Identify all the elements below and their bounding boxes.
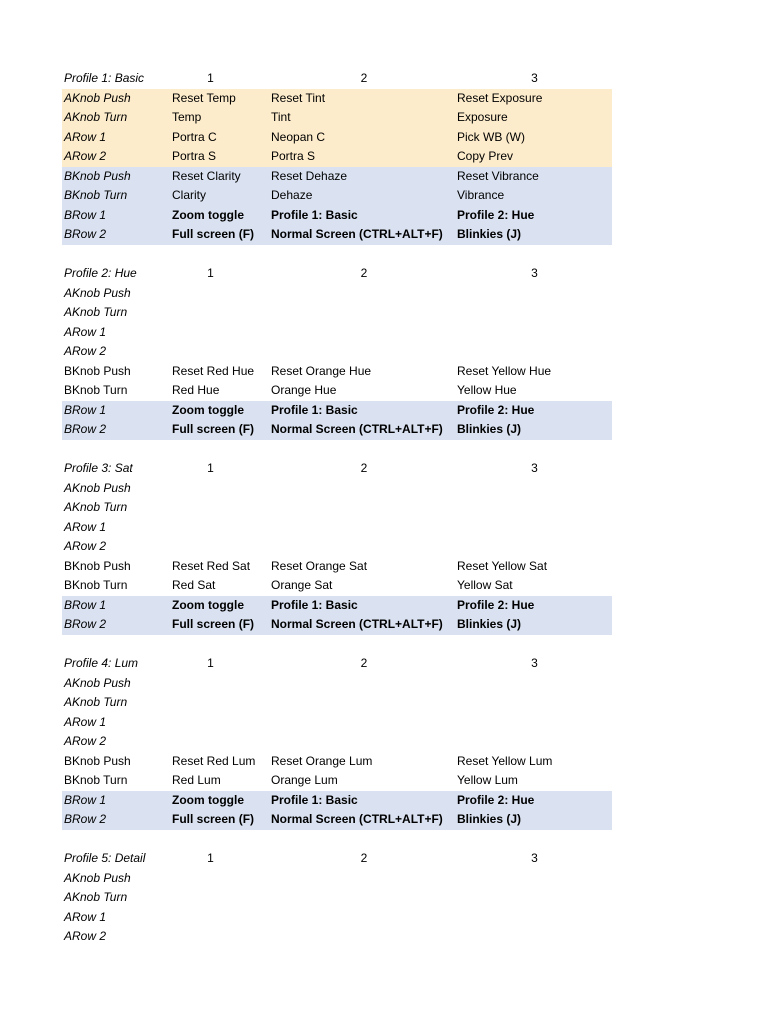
row-label[interactable]: BKnob Turn [64, 188, 128, 202]
cell[interactable]: Profile 2: Hue [457, 402, 535, 417]
row-label[interactable]: AKnob Turn [64, 695, 128, 709]
cell[interactable]: Zoom toggle [172, 792, 244, 807]
row-label[interactable]: AKnob Push [64, 480, 131, 495]
row-label[interactable]: ARow 2 [64, 929, 107, 943]
cell[interactable] [172, 323, 271, 343]
profile-block-basic [62, 69, 612, 245]
cell[interactable] [457, 713, 612, 733]
cell[interactable] [271, 284, 457, 304]
cell[interactable] [457, 732, 612, 752]
cell[interactable] [271, 693, 457, 713]
table-row [62, 167, 612, 187]
table-row [62, 869, 612, 889]
cell[interactable] [172, 342, 271, 362]
table-row [62, 518, 612, 538]
row-label[interactable]: AKnob Push [64, 675, 131, 690]
table-row [62, 615, 612, 635]
row-label[interactable]: AKnob Turn [64, 500, 128, 514]
cell[interactable]: Blinkies (J) [457, 812, 522, 826]
row-label[interactable]: ARow 2 [64, 734, 107, 748]
cell[interactable] [271, 869, 457, 889]
row-label[interactable]: ARow 1 [64, 324, 107, 339]
table-row [62, 420, 612, 440]
cell[interactable] [457, 674, 612, 694]
column-header-3[interactable]: 3 [531, 461, 538, 475]
cell[interactable]: Vibrance [457, 188, 505, 202]
cell[interactable] [457, 303, 612, 323]
cell[interactable]: Profile 2: Hue [457, 207, 535, 222]
row-label[interactable]: BRow 2 [64, 422, 107, 436]
cell[interactable] [457, 693, 612, 713]
row-label[interactable]: AKnob Turn [64, 890, 128, 904]
cell[interactable]: Full screen (F) [172, 617, 255, 631]
table-row [62, 693, 612, 713]
cell[interactable] [172, 693, 271, 713]
cell[interactable] [271, 908, 457, 928]
cell[interactable]: Full screen (F) [172, 422, 255, 436]
cell[interactable]: Profile 1: Basic [271, 597, 358, 612]
cell[interactable] [457, 518, 612, 538]
cell[interactable]: Profile 2: Hue [457, 597, 535, 612]
profile-block-hue [62, 264, 612, 440]
row-label[interactable]: BRow 1 [64, 597, 107, 612]
table-row [62, 186, 612, 206]
row-label[interactable]: ARow 2 [64, 344, 107, 358]
row-label[interactable]: BKnob Push [64, 363, 131, 378]
cell[interactable]: Reset Orange Hue [271, 363, 372, 378]
cell[interactable]: Portra S [172, 149, 217, 163]
cell[interactable]: Reset Yellow Sat [457, 558, 548, 573]
row-label[interactable]: BRow 1 [64, 402, 107, 417]
cell[interactable]: Reset Tint [271, 90, 326, 105]
table-row [62, 498, 612, 518]
table-row [62, 225, 612, 245]
column-header-2[interactable]: 2 [360, 461, 368, 475]
cell[interactable]: Full screen (F) [172, 227, 255, 241]
row-label[interactable]: BKnob Turn [64, 773, 128, 787]
cell[interactable]: Yellow Sat [457, 578, 513, 592]
profile-block-lum [62, 654, 612, 830]
cell[interactable] [172, 674, 271, 694]
table-row [62, 362, 612, 382]
row-label[interactable]: BRow 2 [64, 812, 107, 826]
table-row [62, 596, 612, 616]
cell[interactable] [271, 674, 457, 694]
cell[interactable]: Reset Orange Sat [271, 558, 368, 573]
cell[interactable]: Normal Screen (CTRL+ALT+F) [271, 227, 443, 241]
cell[interactable]: Reset Dehaze [271, 168, 348, 183]
column-header-2[interactable]: 2 [360, 656, 368, 670]
cell[interactable]: Reset Yellow Lum [457, 753, 553, 768]
column-header-2[interactable]: 2 [360, 266, 368, 280]
cell[interactable] [271, 927, 457, 947]
cell[interactable]: Yellow Hue [457, 383, 517, 397]
cell[interactable] [172, 284, 271, 304]
cell[interactable]: Orange Lum [271, 773, 338, 787]
cell[interactable]: Orange Hue [271, 383, 337, 397]
table-row [62, 908, 612, 928]
table-row [62, 674, 612, 694]
column-header-1[interactable]: 1 [207, 461, 214, 475]
cell[interactable]: Blinkies (J) [457, 617, 522, 631]
table-row [62, 576, 612, 596]
row-label[interactable]: ARow 1 [64, 129, 107, 144]
cell[interactable]: Reset Vibrance [457, 168, 539, 183]
profile-block-sat [62, 459, 612, 635]
column-header-3[interactable]: 3 [531, 71, 538, 85]
table-row [62, 927, 612, 947]
cell[interactable]: Portra S [271, 149, 316, 163]
row-label[interactable]: ARow 2 [64, 149, 107, 163]
table-row [62, 557, 612, 577]
cell[interactable]: Reset Red Sat [172, 558, 251, 573]
column-header-2[interactable]: 2 [360, 71, 368, 85]
cell[interactable] [172, 537, 271, 557]
cell[interactable]: Profile 1: Basic [271, 792, 358, 807]
profile-header-row [62, 654, 612, 674]
cell[interactable] [271, 479, 457, 499]
cell[interactable]: Tint [271, 110, 291, 124]
row-label[interactable]: BRow 2 [64, 227, 107, 241]
cell[interactable]: Zoom toggle [172, 597, 244, 612]
cell[interactable] [271, 732, 457, 752]
table-row [62, 303, 612, 323]
cell[interactable] [172, 732, 271, 752]
profile-title[interactable]: Profile 4: Lum [64, 656, 139, 670]
table-row [62, 810, 612, 830]
cell[interactable]: Reset Orange Lum [271, 753, 373, 768]
table-row [62, 732, 612, 752]
profile-title[interactable]: Profile 2: Hue [64, 266, 137, 280]
column-header-1[interactable]: 1 [207, 266, 214, 280]
row-label[interactable]: BRow 2 [64, 617, 107, 631]
column-header-3[interactable]: 3 [531, 266, 538, 280]
profile-header-row [62, 69, 612, 89]
cell[interactable] [271, 888, 457, 908]
row-label[interactable]: AKnob Push [64, 90, 131, 105]
profile-title[interactable]: Profile 1: Basic [64, 71, 145, 85]
cell[interactable]: Copy Prev [457, 149, 514, 163]
row-label[interactable]: ARow 2 [64, 539, 107, 553]
cell[interactable]: Red Hue [172, 383, 220, 397]
cell[interactable] [271, 303, 457, 323]
cell[interactable]: Red Lum [172, 773, 221, 787]
cell[interactable] [457, 908, 612, 928]
cell[interactable] [271, 713, 457, 733]
row-label[interactable]: AKnob Push [64, 870, 131, 885]
table-row [62, 752, 612, 772]
cell[interactable] [172, 713, 271, 733]
table-row [62, 128, 612, 148]
cell[interactable]: Pick WB (W) [457, 129, 525, 144]
profile-header-row [62, 459, 612, 479]
cell[interactable] [457, 342, 612, 362]
row-label[interactable]: BKnob Push [64, 168, 131, 183]
row-label[interactable]: BKnob Push [64, 753, 131, 768]
row-label[interactable]: BKnob Turn [64, 578, 128, 592]
table-row [62, 147, 612, 167]
cell[interactable] [457, 869, 612, 889]
row-label[interactable]: AKnob Push [64, 285, 131, 300]
table-row [62, 537, 612, 557]
cell[interactable] [457, 888, 612, 908]
column-header-2[interactable]: 2 [360, 851, 368, 865]
cell[interactable]: Zoom toggle [172, 402, 244, 417]
cell[interactable]: Exposure [457, 110, 508, 124]
column-header-1[interactable]: 1 [207, 656, 214, 670]
row-label[interactable]: BRow 1 [64, 792, 107, 807]
cell[interactable]: Normal Screen (CTRL+ALT+F) [271, 812, 443, 826]
cell[interactable]: Red Sat [172, 578, 216, 592]
profile-header-row [62, 849, 612, 869]
cell[interactable]: Profile 1: Basic [271, 402, 358, 417]
cell[interactable] [457, 927, 612, 947]
cell[interactable] [172, 888, 271, 908]
table-row [62, 284, 612, 304]
profile-header-row [62, 264, 612, 284]
cell[interactable]: Full screen (F) [172, 812, 255, 826]
column-header-3[interactable]: 3 [531, 851, 538, 865]
row-label[interactable]: AKnob Turn [64, 110, 128, 124]
row-label[interactable]: ARow 1 [64, 909, 107, 924]
cell[interactable]: Portra C [172, 129, 217, 144]
cell[interactable]: Reset Yellow Hue [457, 363, 552, 378]
cell[interactable] [457, 498, 612, 518]
table-row [62, 791, 612, 811]
table-row [62, 381, 612, 401]
cell[interactable]: Blinkies (J) [457, 227, 522, 241]
table-row [62, 713, 612, 733]
column-header-1[interactable]: 1 [207, 71, 214, 85]
cell[interactable] [172, 303, 271, 323]
row-label[interactable]: ARow 1 [64, 519, 107, 534]
table-row [62, 771, 612, 791]
cell[interactable]: Blinkies (J) [457, 422, 522, 436]
spreadsheet [62, 69, 612, 966]
row-label[interactable]: AKnob Turn [64, 305, 128, 319]
table-row [62, 342, 612, 362]
cell[interactable]: Temp [172, 110, 202, 124]
cell[interactable]: Reset Exposure [457, 90, 543, 105]
table-row [62, 479, 612, 499]
cell[interactable]: Dehaze [271, 188, 313, 202]
row-label[interactable]: BRow 1 [64, 207, 107, 222]
column-header-1[interactable]: 1 [207, 851, 214, 865]
cell[interactable] [172, 498, 271, 518]
table-row [62, 108, 612, 128]
cell[interactable] [172, 869, 271, 889]
cell[interactable] [172, 908, 271, 928]
cell[interactable]: Reset Clarity [172, 168, 241, 183]
cell[interactable]: Yellow Lum [457, 773, 518, 787]
row-label[interactable]: BKnob Turn [64, 383, 128, 397]
cell[interactable] [457, 537, 612, 557]
profile-block-detail [62, 849, 612, 947]
row-label[interactable]: ARow 1 [64, 714, 107, 729]
cell[interactable] [457, 284, 612, 304]
cell[interactable] [271, 518, 457, 538]
row-label[interactable]: BKnob Push [64, 558, 131, 573]
profile-title[interactable]: Profile 3: Sat [64, 461, 133, 475]
cell[interactable]: Neopan C [271, 129, 326, 144]
cell[interactable]: Reset Temp [172, 90, 236, 105]
cell[interactable] [172, 518, 271, 538]
cell[interactable]: Profile 2: Hue [457, 792, 535, 807]
cell[interactable]: Profile 1: Basic [271, 207, 358, 222]
cell[interactable]: Reset Red Hue [172, 363, 255, 378]
cell[interactable] [172, 479, 271, 499]
cell[interactable] [271, 537, 457, 557]
table-row [62, 206, 612, 226]
cell[interactable] [457, 479, 612, 499]
table-row [62, 401, 612, 421]
cell[interactable] [457, 323, 612, 343]
column-header-3[interactable]: 3 [531, 656, 538, 670]
cell[interactable]: Orange Sat [271, 578, 333, 592]
cell[interactable] [271, 498, 457, 518]
cell[interactable] [271, 323, 457, 343]
cell[interactable]: Clarity [172, 188, 207, 202]
cell[interactable]: Zoom toggle [172, 207, 244, 222]
profile-title[interactable]: Profile 5: Detail [64, 851, 146, 865]
cell[interactable] [172, 927, 271, 947]
cell[interactable] [271, 342, 457, 362]
cell[interactable]: Reset Red Lum [172, 753, 256, 768]
table-row [62, 89, 612, 109]
table-row [62, 323, 612, 343]
table-row [62, 888, 612, 908]
cell[interactable]: Normal Screen (CTRL+ALT+F) [271, 422, 443, 436]
cell[interactable]: Normal Screen (CTRL+ALT+F) [271, 617, 443, 631]
